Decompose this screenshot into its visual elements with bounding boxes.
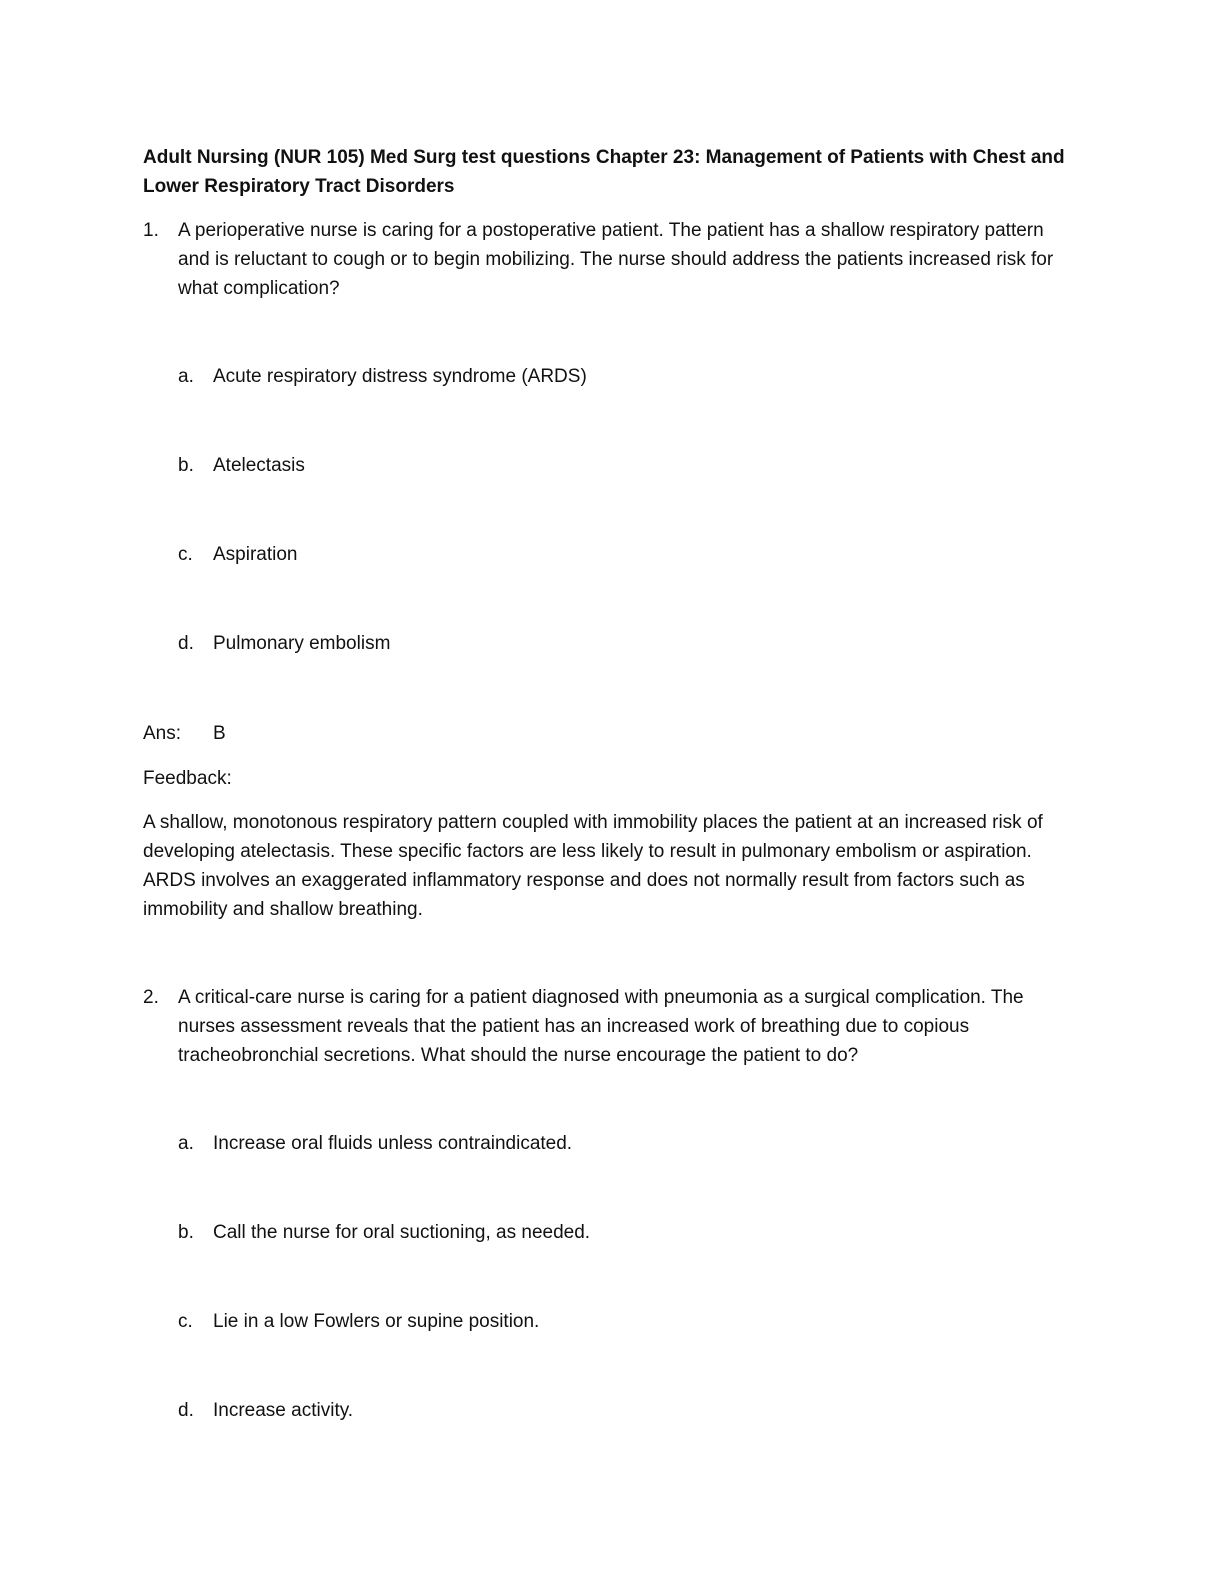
question-2-option-a-text: Increase oral fluids unless contraindicated. xyxy=(213,1133,573,1154)
question-2-option-d-text: Increase activity. xyxy=(213,1400,354,1421)
feedback-label: Feedback: xyxy=(143,768,232,789)
question-2-number: 2. xyxy=(143,987,159,1008)
question-1-number: 1. xyxy=(143,220,159,241)
document-title: Adult Nursing (NUR 105) Med Surg test questions Chapter 23: Management of Patients with Chest and Lower Respiratory Tract Disorders xyxy=(143,147,1065,197)
question-2-option-c-text: Lie in a low Fowlers or supine position. xyxy=(213,1311,540,1332)
question-1-option-c-letter: c. xyxy=(178,544,193,565)
feedback-text: A shallow, monotonous respiratory pattern coupled with immobility places the patient at an increased risk of developing atelectasis. These specific factors are less likely to result in pulmonary embolism or aspiration. ARDS involves an exaggerated inflammatory response and does not normally result from factors such as immobility and shallow breathing. xyxy=(143,812,1043,920)
question-1-option-c-text: Aspiration xyxy=(213,544,298,565)
question-1-option-d-text: Pulmonary embolism xyxy=(213,633,391,654)
question-2-option-d-letter: d. xyxy=(178,1400,194,1421)
question-2-option-b-letter: b. xyxy=(178,1222,194,1243)
question-2-text: A critical-care nurse is caring for a patient diagnosed with pneumonia as a surgical complication. The nurses assessment reveals that the patient has an increased work of breathing due to copious tracheobronchial secretions. What should the nurse encourage the patient to do? xyxy=(178,987,1024,1066)
question-1-option-a-text: Acute respiratory distress syndrome (ARDS) xyxy=(213,366,587,387)
question-1-text: A perioperative nurse is caring for a postoperative patient. The patient has a shallow respiratory pattern and is reluctant to cough or to begin mobilizing. The nurse should address the patients increased risk for what complication? xyxy=(178,220,1054,299)
question-1-option-a-letter: a. xyxy=(178,366,194,387)
answer-label: Ans: xyxy=(143,723,182,744)
question-2-option-a-letter: a. xyxy=(178,1133,194,1154)
question-1-option-b-text: Atelectasis xyxy=(213,455,305,476)
question-1-option-d-letter: d. xyxy=(178,633,194,654)
question-2-option-b-text: Call the nurse for oral suctioning, as needed. xyxy=(213,1222,591,1243)
question-1-option-b-letter: b. xyxy=(178,455,194,476)
question-2-option-c-letter: c. xyxy=(178,1311,193,1332)
answer-value: B xyxy=(213,723,226,744)
